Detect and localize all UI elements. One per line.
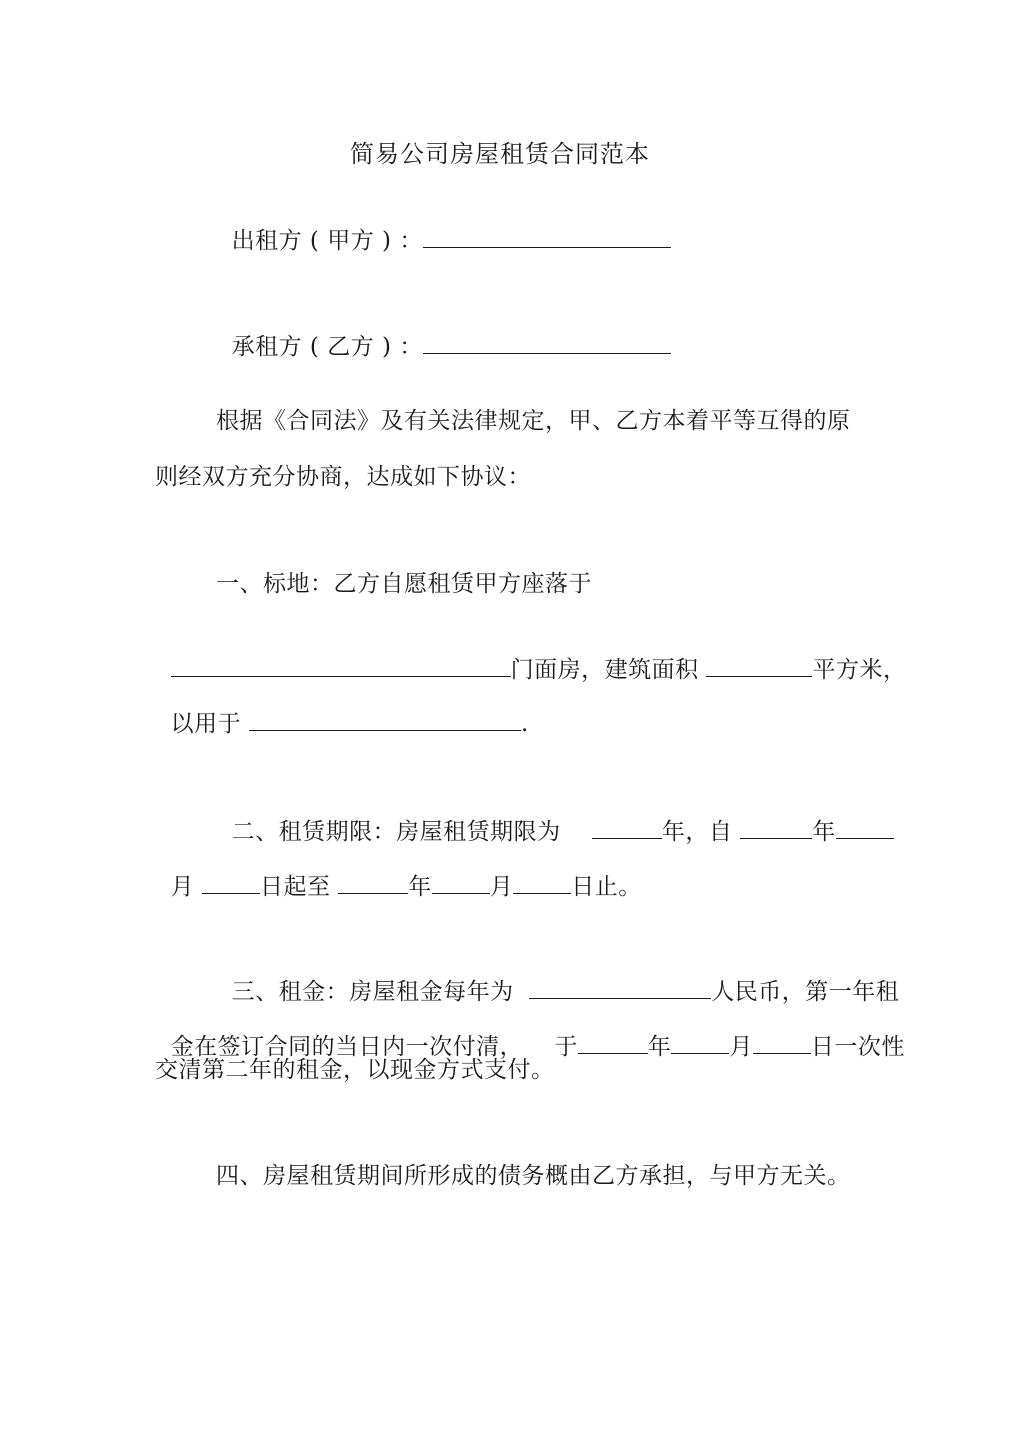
- pay-month-blank[interactable]: [671, 1031, 729, 1054]
- area-blank[interactable]: [706, 654, 812, 677]
- rent-prefix: 三、租金：房屋租金每年为: [231, 979, 514, 1005]
- clause1-line-2: [155, 624, 906, 685]
- lessee-label: 承租方 ( 乙方 ) ：: [231, 334, 423, 360]
- lessor-line: [216, 195, 671, 256]
- month-text-2: 月: [489, 874, 514, 900]
- end-day-blank[interactable]: [513, 871, 571, 894]
- start-year-blank[interactable]: [740, 816, 812, 839]
- day-from-text: 日起至: [259, 874, 331, 900]
- clause3-line-1: [216, 946, 899, 1007]
- sqm-text: 平方米，: [812, 657, 907, 683]
- lessor-label: 出租方 ( 甲方 ) ：: [231, 228, 423, 254]
- currency-text: 人民币，第一年租: [711, 979, 900, 1005]
- month-text: 月: [170, 874, 195, 900]
- lessee-line: [216, 301, 671, 362]
- clause1-line-3: [155, 678, 529, 739]
- location-blank[interactable]: [171, 654, 511, 677]
- lessor-blank[interactable]: [423, 225, 671, 248]
- intro-line-2: 则经双方充分协商，达成如下协议：: [155, 464, 531, 490]
- end-text: 日止。: [571, 874, 642, 900]
- pay-day-text: 日一次性: [810, 1034, 905, 1060]
- pay-year-blank[interactable]: [578, 1031, 648, 1054]
- pay-year-text: 年: [647, 1034, 672, 1060]
- year-text-2: 年: [408, 874, 432, 900]
- clause3-line-2: [155, 1001, 905, 1062]
- use-for-text: 以用于: [170, 711, 242, 737]
- start-day-blank[interactable]: [202, 871, 260, 894]
- intro-line-1: 根据《合同法》及有关法律规定，甲、乙方本着平等互得的原: [216, 408, 851, 434]
- lessee-blank[interactable]: [423, 331, 671, 354]
- rent-amount-blank[interactable]: [529, 976, 711, 999]
- payment-text: 金在签订合同的当日内一次付清，: [170, 1034, 524, 1060]
- document-title: 简易公司房屋租赁合同范本: [350, 140, 650, 168]
- year-from-text: 年，自: [661, 819, 733, 845]
- pay-month-text: 月: [729, 1034, 753, 1060]
- use-blank[interactable]: [249, 708, 521, 731]
- yu-text: 于: [554, 1034, 578, 1060]
- clause1-line-1: 一、标地：乙方自愿租赁甲方座落于: [216, 571, 592, 597]
- year-text: 年: [812, 819, 836, 845]
- end-month-blank[interactable]: [432, 871, 490, 894]
- start-month-blank[interactable]: [836, 816, 894, 839]
- clause1-end: .: [520, 711, 529, 737]
- pay-day-blank[interactable]: [753, 1031, 811, 1054]
- shopfront-text: 门面房，建筑面积: [510, 657, 699, 683]
- clause2-line-2: [155, 841, 642, 902]
- term-years-blank[interactable]: [592, 816, 662, 839]
- clause4-line: 四、房屋租赁期间所形成的债务概由乙方承担，与甲方无关。: [216, 1163, 851, 1189]
- clause2-line-1: [216, 786, 894, 847]
- term-prefix: 二、租赁期限：房屋租赁期限为: [231, 819, 561, 845]
- clause3-line-3: 交清第二年的租金，以现金方式支付。: [155, 1057, 555, 1083]
- end-year-blank[interactable]: [338, 871, 408, 894]
